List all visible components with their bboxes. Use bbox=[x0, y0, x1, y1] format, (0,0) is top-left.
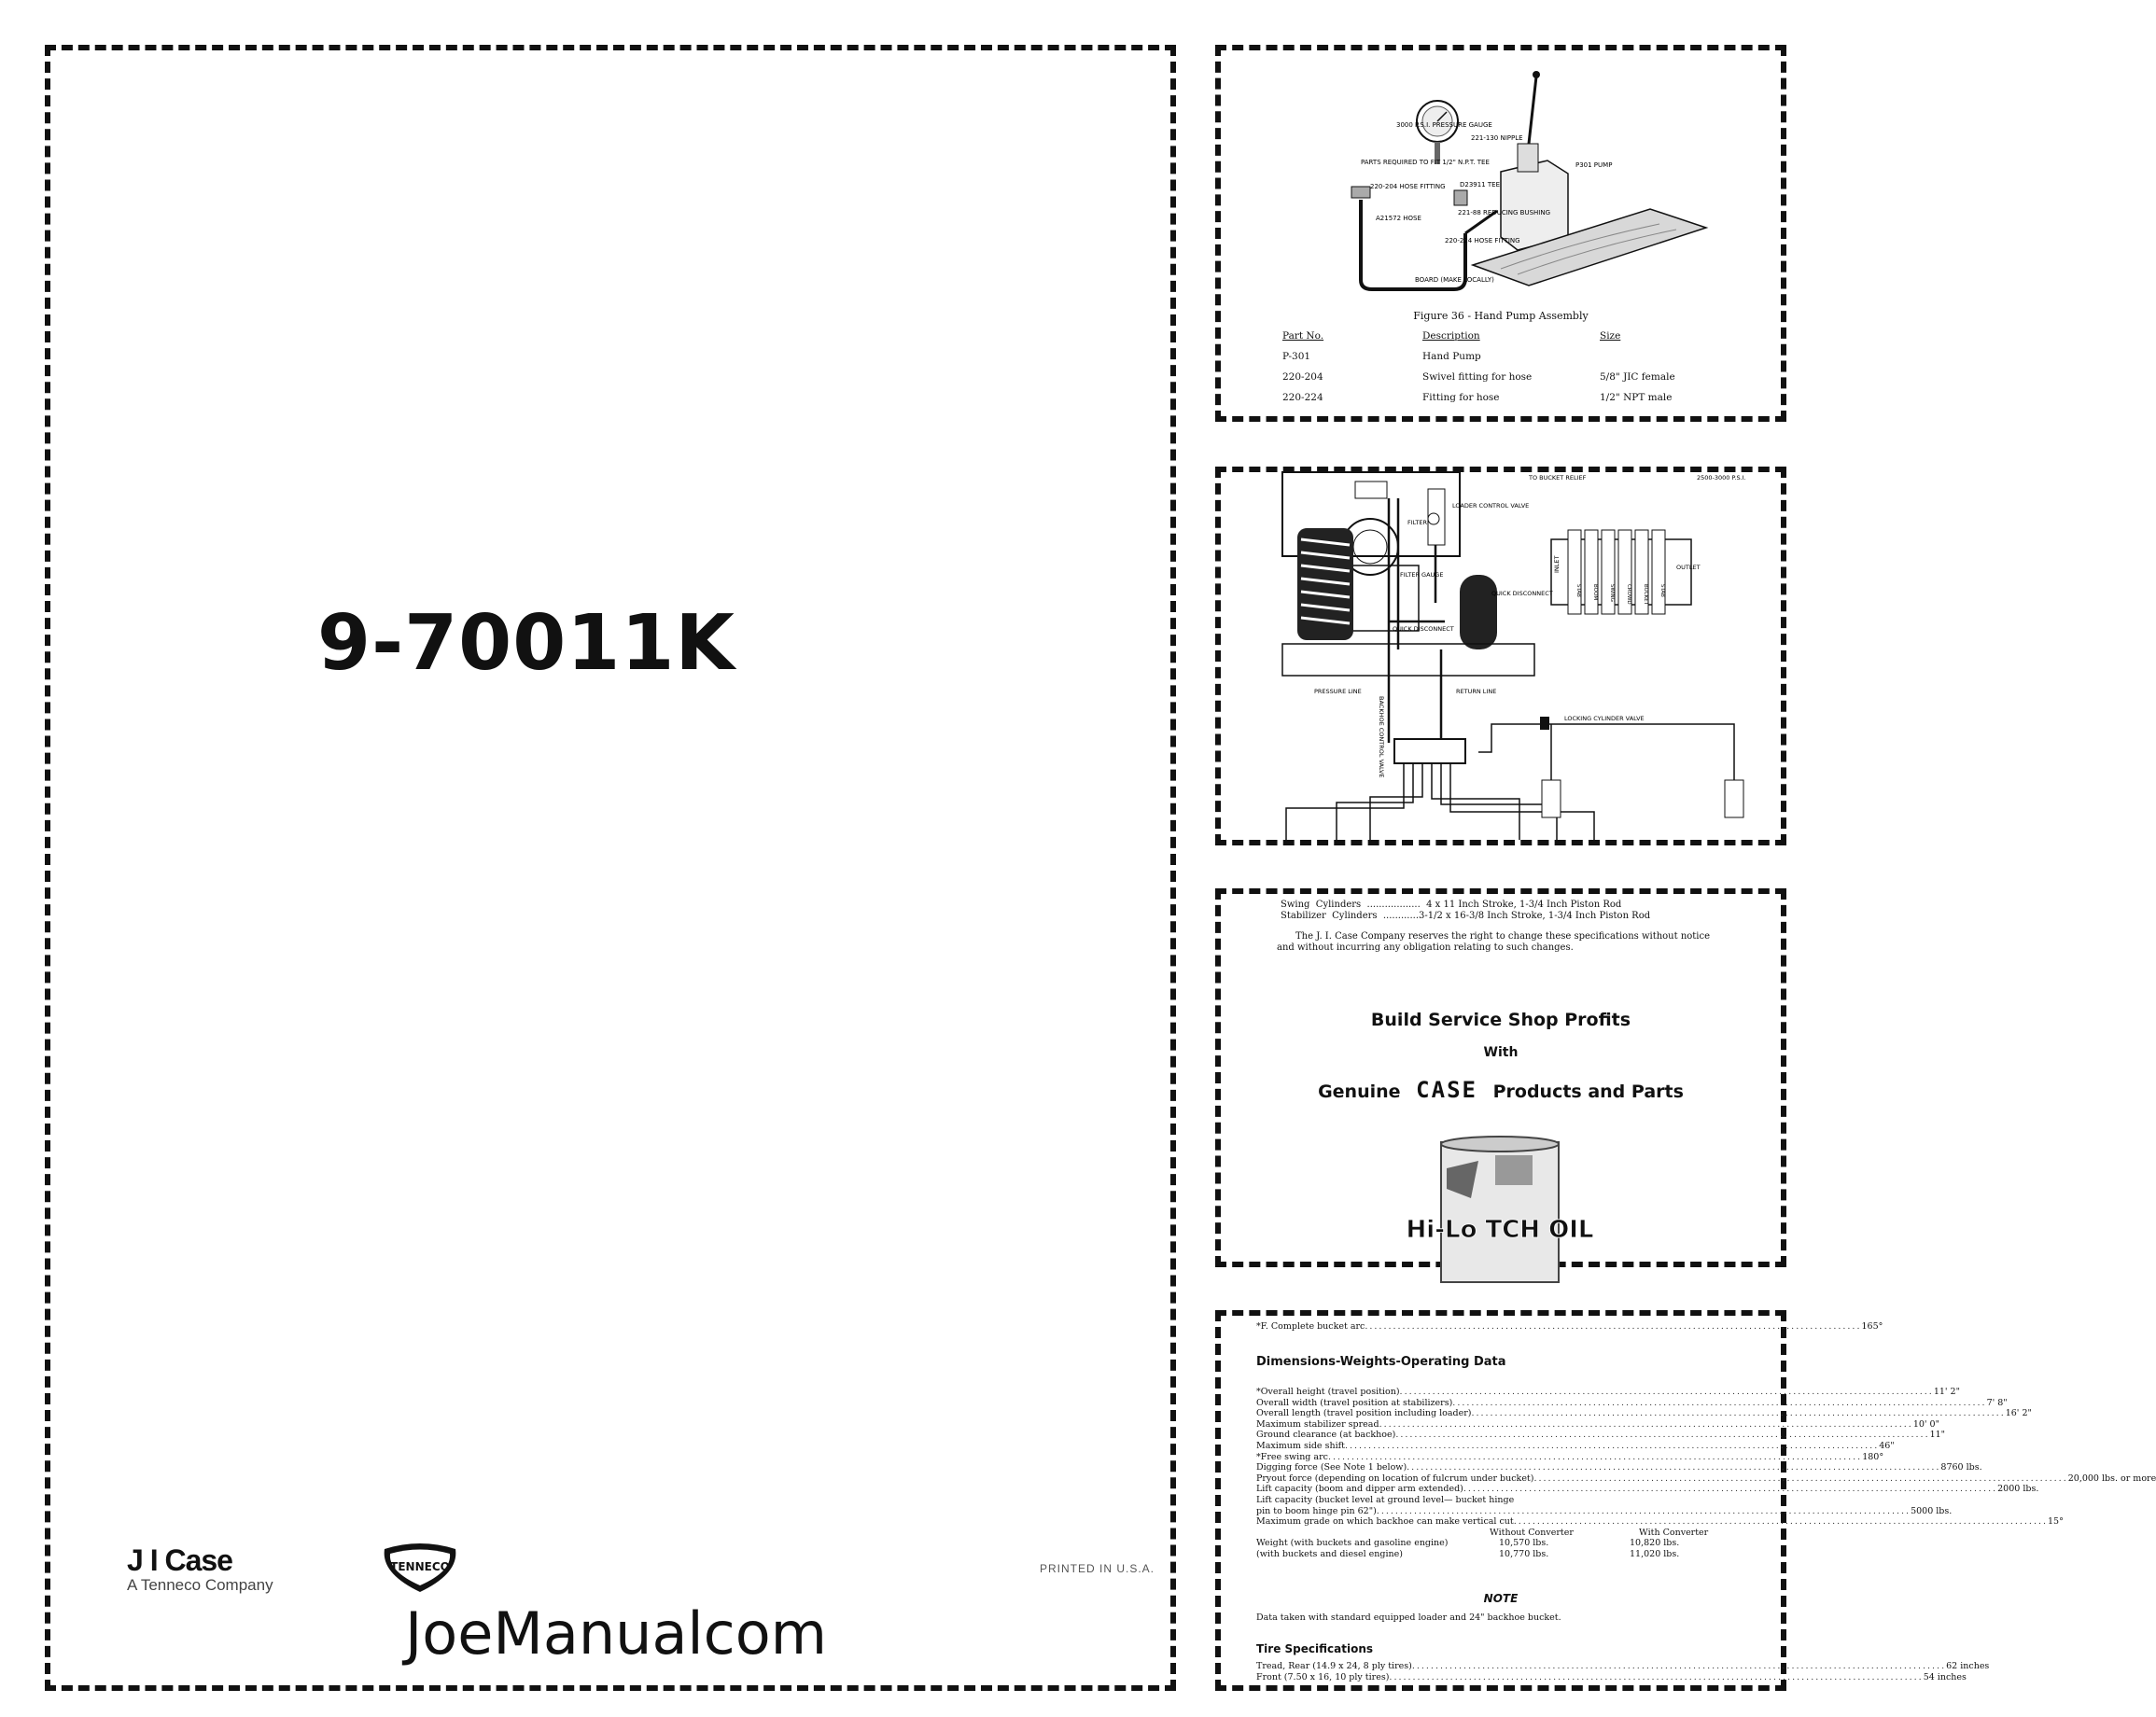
label-bucket-relief: TO BUCKET RELIEF bbox=[1529, 474, 1587, 482]
dim-row: Lift capacity (bucket level at ground level— bucket hinge bbox=[1256, 1494, 1515, 1505]
spool-label: SWING bbox=[1609, 584, 1615, 602]
tire-row: Front (7.50 x 16, 10 ply tires) .................................................................................................................. 54 inches bbox=[1256, 1671, 1967, 1682]
ad-genuine-line bbox=[1221, 1077, 1781, 1103]
tire-list bbox=[1256, 1661, 1990, 1682]
dim-row: Maximum stabilizer spread .................................................................................................................. 10' 0" bbox=[1256, 1418, 1939, 1430]
bucket-arc-row: *F. Complete bucket arc .......................................................................................................... 165° bbox=[1256, 1321, 1883, 1332]
label-parts-required: PARTS REQUIRED TO FIT 1/2" N.P.T. TEE bbox=[1361, 159, 1490, 166]
label-hose: A21572 HOSE bbox=[1376, 215, 1421, 222]
tenneco-logo bbox=[379, 1542, 461, 1596]
table-row bbox=[1282, 351, 1749, 371]
dim-row: Ground clearance (at backhoe) .................................................................................................................. 11" bbox=[1256, 1430, 1946, 1441]
row-label: *F. Complete bucket arc bbox=[1256, 1321, 1365, 1332]
part-size: 1/2" NPT male bbox=[1600, 392, 1673, 403]
table-row bbox=[1282, 371, 1749, 392]
ad-headline: Build Service Shop Profits bbox=[1370, 1010, 1631, 1030]
note-title: NOTE bbox=[1483, 1592, 1519, 1605]
dim-row: pin to boom hinge pin 62") .................................................................................................................. 5000 lbs. bbox=[1256, 1505, 1953, 1516]
label-loader-valve: LOADER CONTROL VALVE bbox=[1452, 502, 1530, 510]
spec-line: Stabilizer Cylinders ............3-1/2 x 16-3/8 Inch Stroke, 1-3/4 Inch Piston Rod bbox=[1281, 911, 1651, 921]
label-nipple: 221-130 NIPPLE bbox=[1471, 134, 1523, 142]
part-size bbox=[1600, 351, 1749, 371]
tire-heading: Tire Specifications bbox=[1256, 1642, 1374, 1655]
dim-row: Maximum grade on which backhoe can make vertical cut .................................................................................................................. 15° bbox=[1256, 1516, 2064, 1528]
dimensions-page bbox=[1215, 1310, 2156, 1691]
label-pump: P301 PUMP bbox=[1575, 161, 1613, 169]
label-filter: FILTER bbox=[1407, 519, 1427, 526]
dim-row: *Free swing arc .................................................................................................................. 180° bbox=[1256, 1451, 1884, 1462]
table-row bbox=[1282, 392, 1749, 412]
spool-label: BOOM bbox=[1592, 584, 1598, 601]
printed-note: PRINTED IN U.S.A. bbox=[1040, 1562, 1155, 1575]
tenneco-logo-text: TENNECO bbox=[390, 1560, 450, 1573]
weight-header: Without Converter With Converter bbox=[1490, 1527, 1709, 1538]
part-desc: Swivel fitting for hose bbox=[1422, 371, 1533, 383]
dimensions-list bbox=[1256, 1387, 2156, 1560]
hydraulic-schematic bbox=[1221, 472, 1781, 840]
label-return-line: RETURN LINE bbox=[1456, 688, 1497, 695]
case-brand bbox=[127, 1543, 273, 1595]
spool-label: STAB bbox=[1575, 584, 1581, 597]
figure-caption: Figure 36 - Hand Pump Assembly bbox=[1413, 310, 1589, 322]
dim-row: Overall length (travel position including loader) .................................................................................................................. 16' 2" bbox=[1256, 1408, 2032, 1419]
col-part-no: Part No. bbox=[1282, 330, 1324, 342]
dim-row: Maximum side shift .................................................................................................................. 46" bbox=[1256, 1440, 1895, 1451]
can-label: Hi-Lo TCH OIL bbox=[1406, 1216, 1594, 1244]
label-inlet: INLET bbox=[1553, 555, 1561, 573]
ad-products: Products and Parts bbox=[1492, 1082, 1684, 1102]
dim-row: Pryout force (depending on location of fulcrum under bucket) .................................................................................................................. 20,000 lbs. or more bbox=[1256, 1473, 2156, 1484]
notice-line-1: The J. I. Case Company reserves the right to change these specifications without notice bbox=[1295, 931, 1711, 942]
label-tee: D23911 TEE bbox=[1460, 181, 1501, 188]
label-hose-fitting: 220-204 HOSE FITTING bbox=[1370, 183, 1446, 190]
label-locking-valve: LOCKING CYLINDER VALVE bbox=[1564, 715, 1645, 722]
label-quick-disconnect: QUICK DISCONNECT bbox=[1491, 590, 1553, 597]
part-desc: Fitting for hose bbox=[1422, 392, 1500, 403]
tire-row: Tread, Rear (14.9 x 24, 8 ply tires) .................................................................................................................. 62 inches bbox=[1256, 1661, 1990, 1671]
hydraulic-diagram-page bbox=[1215, 467, 1786, 845]
dim-row: Overall width (travel position at stabilizers) .................................................................................................................. 7' 8" bbox=[1256, 1397, 2008, 1408]
hand-pump-page bbox=[1215, 45, 1786, 422]
cover-page bbox=[45, 45, 1176, 1691]
parts-table bbox=[1282, 330, 1749, 412]
note-text: Data taken with standard equipped loader and 24" backhoe bucket. bbox=[1256, 1612, 1561, 1623]
label-backhoe-valve: BACKHOE CONTROL VALVE bbox=[1378, 696, 1385, 778]
part-desc: Hand Pump bbox=[1422, 351, 1481, 362]
notice-line-2: and without incurring any obligation relating to such changes. bbox=[1277, 942, 1574, 953]
label-quick-disconnect-2: QUICK DISCONNECT bbox=[1393, 625, 1454, 633]
label-psi: 2500-3000 P.S.I. bbox=[1697, 474, 1746, 482]
dimensions-heading: Dimensions-Weights-Operating Data bbox=[1256, 1355, 1506, 1369]
weight-row: (with buckets and diesel engine) 10,770 lbs. 11,020 lbs. bbox=[1256, 1548, 1680, 1559]
spec-line: Swing Cylinders .................. 4 x 11 Inch Stroke, 1-3/4 Inch Piston Rod bbox=[1281, 900, 1622, 910]
parts-header-row bbox=[1282, 330, 1749, 351]
specs-ad-page bbox=[1215, 888, 1786, 1267]
ad-with: With bbox=[1483, 1045, 1519, 1060]
part-no: 220-204 bbox=[1282, 371, 1323, 383]
part-no: P-301 bbox=[1282, 351, 1311, 362]
case-wordmark: CASE bbox=[1416, 1077, 1477, 1103]
dim-row: Lift capacity (boom and dipper arm extended) .................................................................................................................. 2000 lbs. bbox=[1256, 1484, 2039, 1495]
label-filter-gauge: FILTER GAUGE bbox=[1400, 571, 1444, 579]
label-bushing: 221-88 REDUCING BUSHING bbox=[1458, 209, 1551, 216]
label-outlet: OUTLET bbox=[1676, 564, 1701, 571]
ad-genuine: Genuine bbox=[1318, 1082, 1401, 1102]
part-size: 5/8" JIC female bbox=[1600, 371, 1675, 383]
dim-row: Digging force (See Note 1 below) .................................................................................................................. 8760 lbs. bbox=[1256, 1462, 1982, 1473]
label-pressure-line: PRESSURE LINE bbox=[1314, 688, 1362, 695]
part-no: 220-224 bbox=[1282, 392, 1323, 403]
dim-row: *Overall height (travel position) .................................................................................................................. 11' 2" bbox=[1256, 1387, 1960, 1397]
hand-pump-illustration bbox=[1221, 50, 1781, 302]
brand-name: J I Case bbox=[127, 1543, 232, 1577]
col-size: Size bbox=[1600, 330, 1621, 342]
label-gauge: 3000 P.S.I. PRESSURE GAUGE bbox=[1396, 121, 1492, 129]
oil-can-image bbox=[1406, 1133, 1594, 1273]
watermark: JoeManualcom bbox=[405, 1599, 828, 1668]
brand-tagline: A Tenneco Company bbox=[127, 1576, 273, 1594]
weight-row: Weight (with buckets and gasoline engine) 10,570 lbs. 10,820 lbs. bbox=[1256, 1538, 1680, 1549]
label-hose-fitting-2: 220-224 HOSE FITTING bbox=[1445, 237, 1520, 244]
spool-label: STAB bbox=[1659, 584, 1665, 597]
label-board: BOARD (MAKE LOCALLY) bbox=[1415, 276, 1494, 284]
col-description: Description bbox=[1422, 330, 1480, 342]
spool-label: CROWD bbox=[1626, 584, 1631, 605]
spool-label: BUCKET bbox=[1643, 584, 1648, 606]
model-code: 9-70011K bbox=[317, 599, 735, 688]
row-value: 165° bbox=[1861, 1321, 1883, 1332]
